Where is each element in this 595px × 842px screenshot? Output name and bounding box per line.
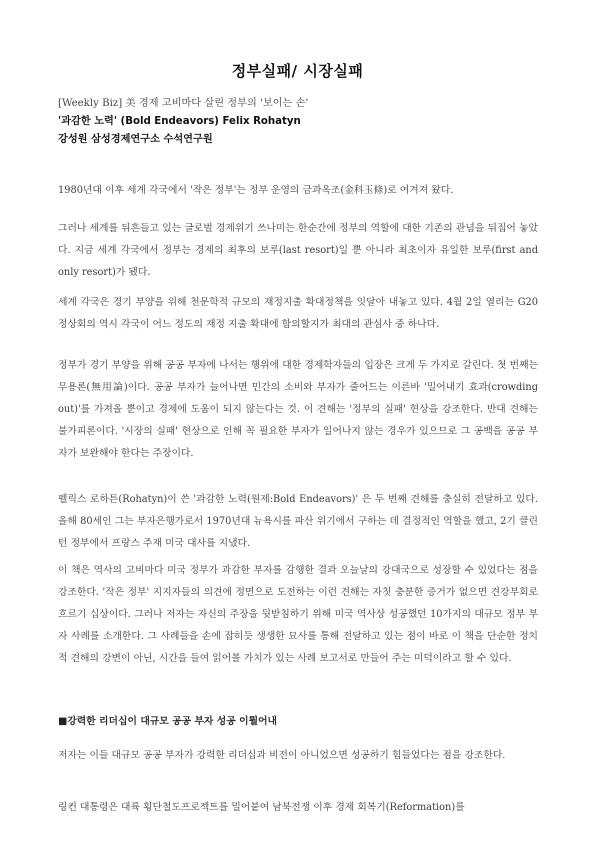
- paragraph: 이 책은 역사의 고비마다 미국 정부가 과감한 부자를 감행한 결과 오늘날의 강대국으로 성장할 수 있었다는 점을 강조한다. '작은 정부' 지지자들의 의견에 정면으로 도전하는 이런 견해는 자칫 충분한 증거가 없으면 견강부회로 흐르기 십상이다. 그러나 저자는 자신의 주장을 뒷받침하기 위해 미국 역사상 성공했던 10가지의 대규모 정부 부자 사례를 소개한다. 그 사례들을 손에 잡히듯 생생한 묘사를 통해 전달하고 있는 점이 바로 이 책을 단순한 정치적 견해의 강변이 아닌, 시간을 들여 읽어볼 가치가 있는 사례 보고서로 만들어 주는 미덕이라고 할 수 있다.: [58, 565, 538, 664]
- paragraph: 링컨 대통령은 대륙 횡단철도프로젝트를 밀어붙여 남북전쟁 이후 경제 회복기(Reformation)를: [58, 802, 465, 813]
- paragraph: 정부가 경기 부양을 위해 공공 부자에 나서는 행위에 대한 경제학자들의 입장은 크게 두 가지로 갈린다. 첫 번째는 무용론(無用論)이다. 공공 부자가 늘어나면 민간의 소비와 부자가 줄어드는 이른바 '밀어내기 효과(crowding out)'를 가져올 뿐이고 경제에 도움이 되지 않는다는 것. 이 견해는 '정부의 실패' 현상을 강조한다. 반대 견해는 불가피론이다. '시장의 실패' 현상으로 인해 꼭 필요한 부자가 일어나지 않는 경우가 있으므로 그 공백을 공공 부자가 보완해야 한다는 주장이다.: [58, 360, 538, 459]
- article-meta: [58, 95, 538, 149]
- page-title: 정부실패/ 시장실패: [231, 62, 364, 80]
- paragraph: 저자는 이들 대규모 공공 부자가 강력한 리더십과 비전이 아니었으면 성공하기 힘들었다는 점을 강조한다.: [58, 750, 506, 761]
- paragraph: 세계 각국은 경기 부양을 위해 천문학적 규모의 재정지출 확대정책을 잇달아 내놓고 있다. 4월 2일 열리는 G20 정상회의 역시 각국이 어느 정도의 재정 지출 확대에 합의할지가 최대의 관심사 중 하나다.: [58, 297, 538, 330]
- book-line: '과감한 노력' (Bold Endeavors) Felix Rohatyn: [58, 116, 301, 127]
- source-line: [Weekly Biz] 美 경제 고비마다 살린 정부의 '보이는 손': [58, 98, 309, 109]
- section-heading: ■강력한 리더십이 대규모 공공 부자 성공 이뤌어내: [58, 716, 277, 727]
- author-line: 강성원 삼성경제연구소 수석연구원: [58, 134, 213, 145]
- paragraph: 그러나 세계를 뒤흔들고 있는 글로벌 경제위기 쓰나미는 한순간에 정부의 역할에 대한 기존의 관념을 뒤집어 놓았다. 지금 세계 각국에서 정부는 경제의 최후의 보루(last resort)일 뿐 아니라 최초이자 유일한 보루(first and only resort)가 됐다.: [58, 223, 538, 278]
- paragraph: 1980년대 이후 세계 각국에서 '작은 정부'는 정부 운영의 금과옥조(金科玉條)로 여겨져 왔다.: [58, 185, 454, 196]
- paragraph: 펠릭스 로하튼(Rohatyn)이 쓴 '과감한 노력(원제:Bold Endeavors)' 은 두 번째 견해를 충실히 전달하고 있다. 올해 80세인 그는 부자은행가로서 1970년대 뉴욕시를 파산 위기에서 구하는 데 결정적인 역할을 했고, 2기 클린턴 정부에서 프랑스 주재 미국 대사를 지냈다.: [58, 494, 538, 549]
